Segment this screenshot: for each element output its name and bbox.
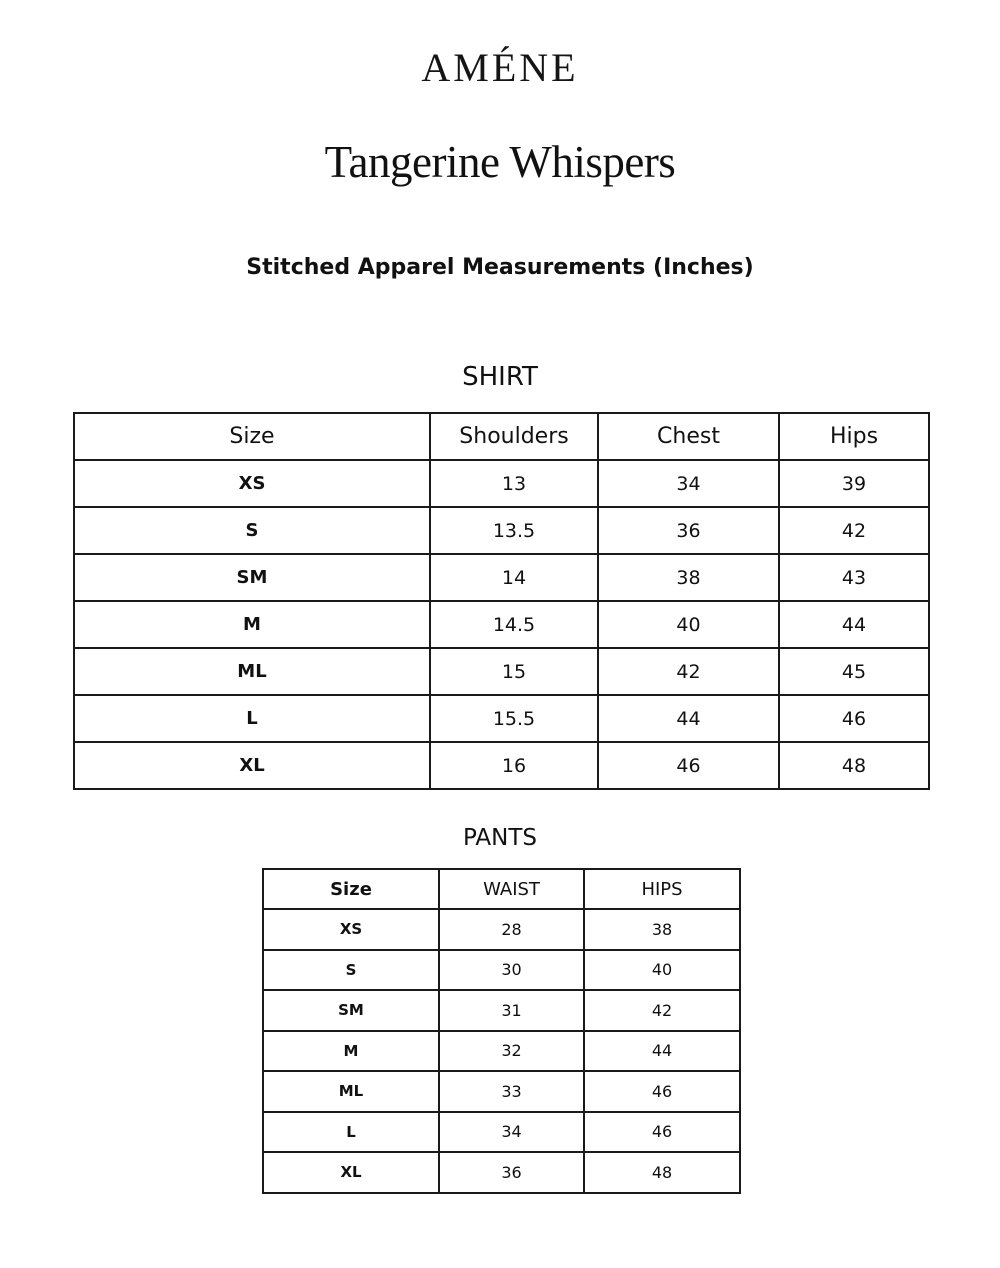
column-header-hips: HIPS xyxy=(584,869,740,909)
table-row xyxy=(74,742,929,789)
size-cell: XL xyxy=(74,742,430,789)
table-row xyxy=(263,950,740,991)
document-heading: Stitched Apparel Measurements (Inches) xyxy=(246,255,754,280)
table-header-row xyxy=(74,413,929,460)
table-row xyxy=(263,990,740,1031)
hips-cell: 40 xyxy=(584,950,740,991)
waist-cell: 36 xyxy=(439,1152,584,1193)
shoulders-cell: 14 xyxy=(430,554,598,601)
table-row xyxy=(74,507,929,554)
column-header-waist: WAIST xyxy=(439,869,584,909)
column-header-chest: Chest xyxy=(598,413,779,460)
size-cell: M xyxy=(263,1031,439,1072)
size-cell: M xyxy=(74,601,430,648)
size-cell: ML xyxy=(74,648,430,695)
hips-cell: 44 xyxy=(779,601,929,648)
pants-size-table xyxy=(262,868,741,1194)
hips-cell: 46 xyxy=(779,695,929,742)
table-row xyxy=(263,1152,740,1193)
hips-cell: 46 xyxy=(584,1112,740,1153)
hips-cell: 44 xyxy=(584,1031,740,1072)
hips-cell: 48 xyxy=(779,742,929,789)
hips-cell: 46 xyxy=(584,1071,740,1112)
column-header-size: Size xyxy=(74,413,430,460)
table-row xyxy=(74,601,929,648)
shoulders-cell: 13 xyxy=(430,460,598,507)
waist-cell: 30 xyxy=(439,950,584,991)
hips-cell: 42 xyxy=(584,990,740,1031)
chest-cell: 42 xyxy=(598,648,779,695)
table-row xyxy=(74,460,929,507)
table-row xyxy=(263,1112,740,1153)
hips-cell: 42 xyxy=(779,507,929,554)
shirt-section-title: SHIRT xyxy=(462,362,538,392)
waist-cell: 33 xyxy=(439,1071,584,1112)
size-cell: XS xyxy=(263,909,439,950)
chest-cell: 34 xyxy=(598,460,779,507)
column-header-size: Size xyxy=(263,869,439,909)
size-cell: XL xyxy=(263,1152,439,1193)
chest-cell: 38 xyxy=(598,554,779,601)
table-header-row xyxy=(263,869,740,909)
shoulders-cell: 15.5 xyxy=(430,695,598,742)
size-cell: L xyxy=(263,1112,439,1153)
brand-logo: AMÉNE xyxy=(421,45,579,90)
shirt-size-table xyxy=(73,412,930,790)
waist-cell: 32 xyxy=(439,1031,584,1072)
shoulders-cell: 16 xyxy=(430,742,598,789)
size-cell: S xyxy=(74,507,430,554)
hips-cell: 48 xyxy=(584,1152,740,1193)
column-header-shoulders: Shoulders xyxy=(430,413,598,460)
hips-cell: 45 xyxy=(779,648,929,695)
size-cell: L xyxy=(74,695,430,742)
size-cell: SM xyxy=(74,554,430,601)
size-cell: SM xyxy=(263,990,439,1031)
table-row xyxy=(74,695,929,742)
size-cell: S xyxy=(263,950,439,991)
table-row xyxy=(263,1031,740,1072)
chest-cell: 36 xyxy=(598,507,779,554)
pants-section-title: PANTS xyxy=(463,825,537,851)
size-cell: ML xyxy=(263,1071,439,1112)
table-row xyxy=(263,909,740,950)
waist-cell: 31 xyxy=(439,990,584,1031)
collection-title: Tangerine Whispers xyxy=(324,137,676,187)
table-row xyxy=(263,1071,740,1112)
hips-cell: 38 xyxy=(584,909,740,950)
waist-cell: 34 xyxy=(439,1112,584,1153)
waist-cell: 28 xyxy=(439,909,584,950)
shoulders-cell: 14.5 xyxy=(430,601,598,648)
column-header-hips: Hips xyxy=(779,413,929,460)
hips-cell: 43 xyxy=(779,554,929,601)
table-row xyxy=(74,554,929,601)
table-row xyxy=(74,648,929,695)
shoulders-cell: 13.5 xyxy=(430,507,598,554)
shoulders-cell: 15 xyxy=(430,648,598,695)
hips-cell: 39 xyxy=(779,460,929,507)
chest-cell: 46 xyxy=(598,742,779,789)
chest-cell: 40 xyxy=(598,601,779,648)
chest-cell: 44 xyxy=(598,695,779,742)
size-cell: XS xyxy=(74,460,430,507)
